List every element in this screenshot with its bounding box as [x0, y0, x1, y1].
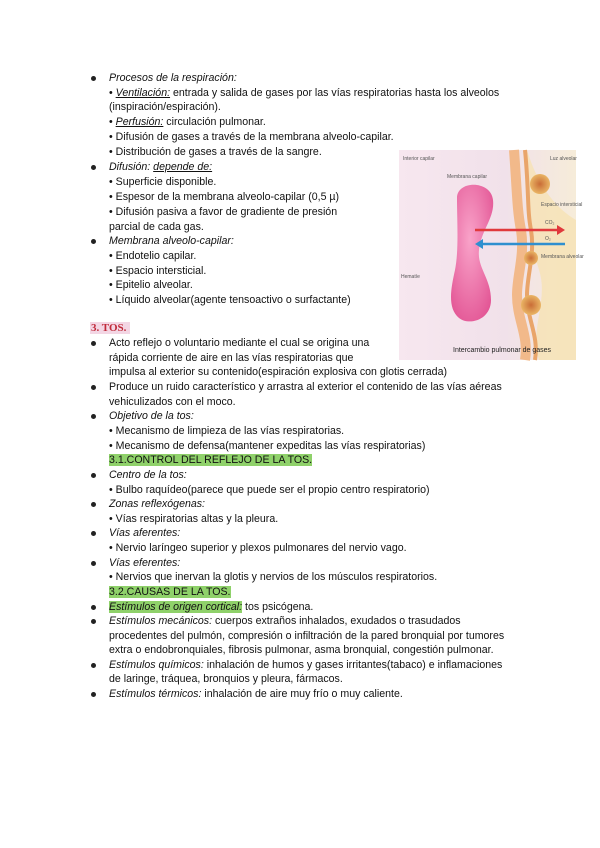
tos-definition-3: impulsa al exterior su contenido(espiración explosiva con glotis cerrada): [109, 366, 447, 378]
objective-item: • Mecanismo de limpieza de las vías respiratorias.: [109, 425, 345, 437]
perfusion-line: • Perfusión: circulación pulmonar.: [109, 116, 266, 128]
membrana-item-text: Espacio intersticial.: [115, 265, 207, 277]
difusion-title: [109, 160, 212, 174]
bullet: [91, 531, 96, 536]
gas-exchange-illustration: [399, 150, 584, 360]
diffusion-blood-text: Distribución de gases a través de la sangre.: [115, 146, 322, 158]
efferent-title: Vías eferentes:: [109, 557, 181, 569]
thermal-text: inhalación de aire muy frío o muy caliente.: [201, 688, 403, 700]
difusion-title-depends: depende de:: [153, 161, 213, 173]
diffusion-membrane-line: • Difusión de gases a través de la membrana alveolo-capilar.: [109, 131, 394, 143]
difusion-item-text: Difusión pasiva a favor de gradiente de presión: [115, 206, 338, 218]
objective-title: Objetivo de la tos:: [109, 410, 194, 422]
subheading-3-2-text: 3.2.CAUSAS DE LA TOS.: [109, 586, 231, 598]
bullet: [91, 605, 96, 610]
ventilation-line: • Ventilación: entrada y salida de gases por las vías respiratorias hasta los alveolos: [109, 87, 500, 99]
thermal-term: Estímulos térmicos:: [109, 688, 202, 700]
bullet: [91, 619, 96, 624]
perfusion-text: circulación pulmonar.: [163, 116, 266, 128]
subheading-3-2: [109, 585, 231, 599]
membrana-item-text: Endotelio capilar.: [115, 250, 197, 262]
difusion-title-term: Difusión:: [109, 161, 151, 173]
label-membrana-capilar: Membrana capilar: [447, 174, 488, 180]
zones-item-text: Vías respiratorias altas y la pleura.: [115, 513, 279, 525]
section-heading-text: 3. TOS.: [90, 322, 130, 334]
efferent-item: • Nervios que inervan la glotis y nervios de los músculos respiratorios.: [109, 571, 438, 583]
label-o2: O₂: [545, 236, 551, 242]
afferent-item: • Nervio laríngeo superior y plexos pulmonares del nervio vago.: [109, 542, 407, 554]
bullet: [91, 239, 96, 244]
bullet: [91, 473, 96, 478]
alveolar-cell: [530, 174, 550, 194]
afferent-item-text: Nervio laríngeo superior y plexos pulmonares del nervio vago.: [115, 542, 407, 554]
ventilation-line-2: (inspiración/espiración).: [109, 101, 221, 113]
cortical-line: [109, 600, 313, 614]
mechanical-term: Estímulos mecánicos:: [109, 615, 213, 627]
difusion-item: • Espesor de la membrana alveolo-capilar (0,5 µ): [109, 191, 340, 203]
membrana-item: • Epitelio alveolar.: [109, 279, 193, 291]
objective-item-text: Mecanismo de limpieza de las vías respiratorias.: [115, 425, 345, 437]
thermal-line: [109, 687, 403, 701]
chemical-text: inhalación de humos y gases irritantes(tabaco) e inflamaciones: [203, 659, 503, 671]
tos-definition-1: Acto reflejo o voluntario mediante el cual se origina una: [109, 337, 370, 349]
bullet: [91, 165, 96, 170]
mechanical-line: [109, 614, 461, 628]
cortical-text: tos psicógena.: [242, 601, 314, 613]
ventilation-text: entrada y salida de gases por las vías respiratorias hasta los alveolos: [170, 87, 500, 99]
mechanical-line-2: procedentes del pulmón, compresión o infiltración de la pared bronquial por tumores: [109, 630, 505, 642]
section-heading-tos: [90, 321, 130, 335]
alveolar-cell: [521, 295, 541, 315]
figure-caption: Intercambio pulmonar de gases: [453, 347, 552, 354]
perfusion-term: Perfusión:: [115, 116, 164, 128]
subheading-3-1: [109, 453, 312, 467]
bullet: [91, 341, 96, 346]
difusion-item: • Difusión pasiva a favor de gradiente de presión: [109, 206, 338, 218]
membrana-item-text: Epitelio alveolar.: [115, 279, 193, 291]
zones-title: Zonas reflexógenas:: [109, 498, 205, 510]
cortical-term: Estímulos de origen cortical:: [109, 601, 243, 613]
label-luz-alveolar: Luz alveolar: [550, 156, 577, 162]
tos-definition-2: rápida corriente de aire en las vías respiratorias que: [109, 352, 354, 364]
difusion-item-cont: parcial de cada gas.: [109, 221, 204, 233]
membrana-title: Membrana alveolo-capilar:: [109, 235, 234, 247]
bullet: [91, 561, 96, 566]
subheading-3-1-text: 3.1.CONTROL DEL REFLEJO DE LA TOS.: [109, 454, 313, 466]
difusion-item: • Superficie disponible.: [109, 176, 217, 188]
difusion-item-text: Superficie disponible.: [115, 176, 217, 188]
objective-item: • Mecanismo de defensa(mantener expeditas las vías respiratorias): [109, 440, 426, 452]
processes-title: Procesos de la respiración:: [109, 72, 237, 84]
bullet: [91, 385, 96, 390]
mechanical-line-3: extra o endobronquiales, fibrosis pulmonar, asma bronquial, congestión pulmonar.: [109, 644, 494, 656]
diffusion-blood-line: • Distribución de gases a través de la sangre.: [109, 146, 322, 158]
membrana-item: • Líquido alveolar(agente tensoactivo o surfactante): [109, 294, 351, 306]
center-title: Centro de la tos:: [109, 469, 187, 481]
chemical-line: [109, 658, 502, 672]
difusion-item-text: Espesor de la membrana alveolo-capilar (0,5 µ): [115, 191, 340, 203]
membrana-item-text: Líquido alveolar(agente tensoactivo o surfactante): [115, 294, 351, 306]
ventilation-term: Ventilación:: [115, 87, 171, 99]
bullet: [91, 76, 96, 81]
tos-noise-1: Produce un ruido característico y arrastra al exterior el contenido de las vías aéreas: [109, 381, 502, 393]
afferent-title: Vías aferentes:: [109, 527, 181, 539]
alveolar-cell: [524, 251, 538, 265]
label-membrana-alveolar: Membrana alveolar: [541, 254, 584, 260]
zones-item: • Vías respiratorias altas y la pleura.: [109, 513, 279, 525]
diffusion-membrane-text: Difusión de gases a través de la membrana alveolo-capilar.: [115, 131, 394, 143]
bullet: [91, 414, 96, 419]
label-hematie: Hematíe: [401, 274, 420, 280]
objective-item-text: Mecanismo de defensa(mantener expeditas las vías respiratorias): [115, 440, 426, 452]
chemical-line-2: de laringe, tráquea, bronquios y pleura, fármacos.: [109, 673, 343, 685]
center-item: • Bulbo raquídeo(parece que puede ser el propio centro respiratorio): [109, 484, 430, 496]
label-espacio-intersticial: Espacio intersticial: [541, 202, 583, 208]
tos-noise-2: vehiculizados con el moco.: [109, 396, 236, 408]
gas-exchange-figure: [399, 150, 584, 360]
label-interior-capilar: Interior capilar: [403, 156, 435, 162]
membrana-item: • Espacio intersticial.: [109, 265, 207, 277]
center-item-text: Bulbo raquídeo(parece que puede ser el propio centro respiratorio): [115, 484, 430, 496]
membrana-item: • Endotelio capilar.: [109, 250, 197, 262]
efferent-item-text: Nervios que inervan la glotis y nervios de los músculos respiratorios.: [115, 571, 438, 583]
label-co2: CO₂: [545, 220, 555, 226]
bullet: [91, 502, 96, 507]
bullet: [91, 663, 96, 668]
mechanical-text: cuerpos extraños inhalados, exudados o trasudados: [212, 615, 461, 627]
bullet: [91, 692, 96, 697]
chemical-term: Estímulos químicos:: [109, 659, 204, 671]
